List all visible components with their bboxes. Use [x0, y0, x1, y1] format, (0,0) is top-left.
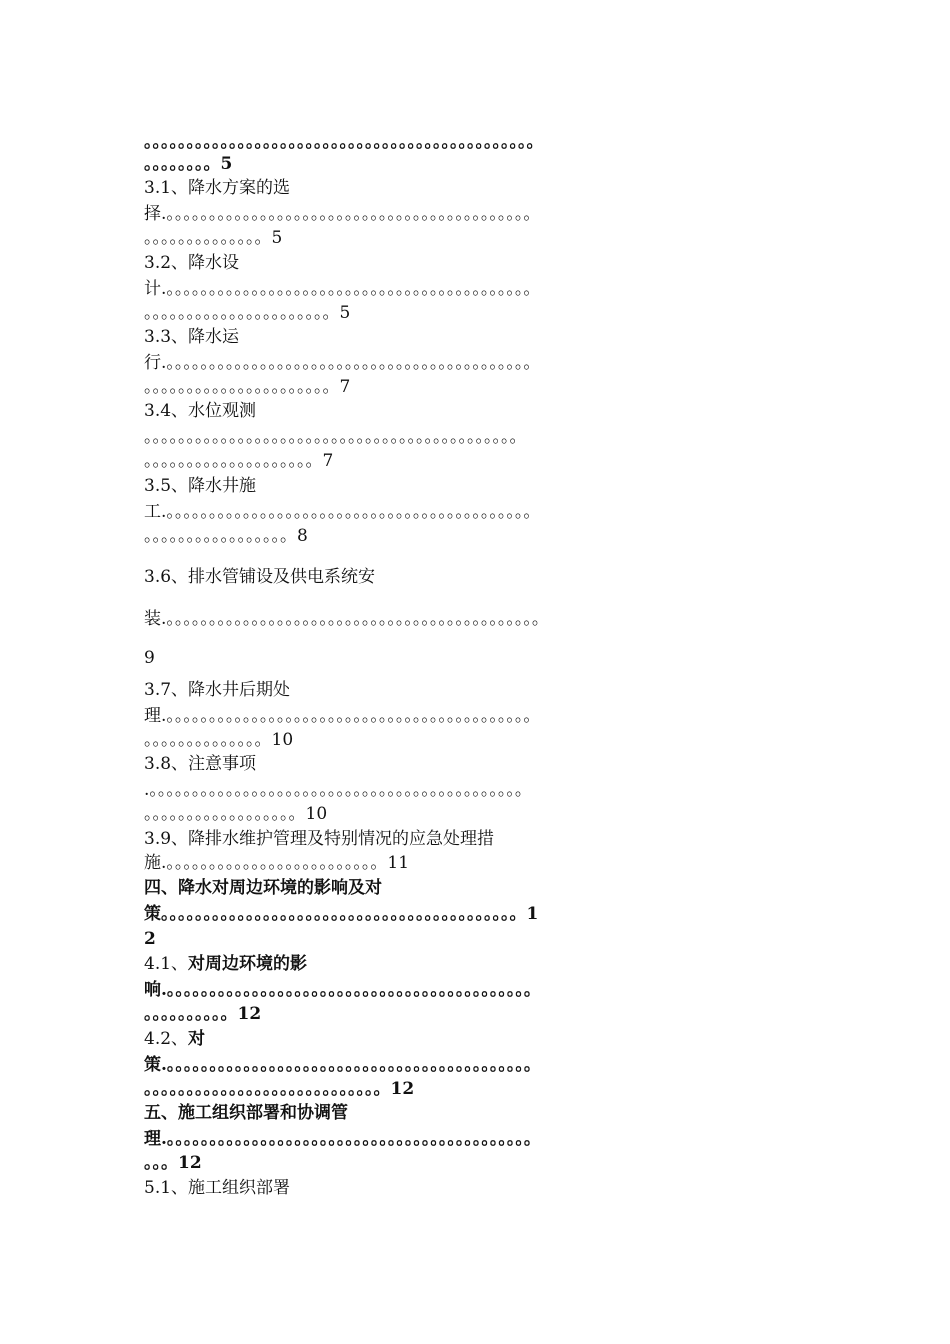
- toc-entry-title[interactable]: 3.9、降排水维护管理及特别情况的应急处理措: [144, 829, 495, 849]
- toc-leader: 计.。。。。。。。。。。。。。。。。。。。。。。。。。。。。。。。。。。。。。。。。。。。: [144, 279, 541, 299]
- toc-leader: 策.。。。。。。。。。。。。。。。。。。。。。。。。。。。。。。。。。。。。。。。。。。。: [144, 1055, 541, 1075]
- toc-leader: 。。。。。。。。。。。。。。。。。。。。。。。。。。。。。。。。。。。。。。。。。。。。: [144, 427, 527, 447]
- toc-entry-title[interactable]: 4.1、对周边环境的影: [144, 954, 308, 974]
- toc-entry-title[interactable]: 3.7、降水井后期处: [144, 680, 291, 700]
- toc-page-number: 。。。。。。。。。。。。。。。。。。。。7: [144, 451, 334, 471]
- toc-page-number: 。。。。。。。。。。。。。。。。。。。。。。7: [144, 377, 351, 397]
- toc-entry-title[interactable]: 四、降水对周边环境的影响及对: [144, 878, 382, 898]
- toc-entry-title[interactable]: 五、施工组织部署和协调管: [144, 1103, 348, 1123]
- toc-page-number: 。。。。。。。。。。12: [144, 1004, 262, 1024]
- toc-page-number: 。。。。。。。。。。。。。。10: [144, 730, 294, 750]
- toc-entry-title[interactable]: 3.4、水位观测: [144, 401, 257, 421]
- toc-entry-title[interactable]: 3.2、降水设: [144, 253, 240, 273]
- toc-page-number: 。。。12: [144, 1153, 202, 1173]
- toc-leader: 装.。。。。。。。。。。。。。。。。。。。。。。。。。。。。。。。。。。。。。。。。。。。。: [144, 609, 549, 629]
- toc-entry-title[interactable]: 4.2、对: [144, 1029, 206, 1049]
- toc-entry-title[interactable]: 3.5、降水井施: [144, 476, 257, 496]
- toc-leader: 理.。。。。。。。。。。。。。。。。。。。。。。。。。。。。。。。。。。。。。。。。。。。: [144, 1129, 541, 1149]
- toc-entry-title[interactable]: 3.6、排水管铺设及供电系统安: [144, 567, 376, 587]
- toc-page-number: 。。。。。。。。。。。。。。。。。8: [144, 526, 308, 546]
- toc-leader: 施.。。。。。。。。。。。。。。。。。。。。。。。。。11: [144, 853, 410, 873]
- toc-page-number: 。。。。。。。。5: [144, 154, 233, 174]
- toc-leader: 择.。。。。。。。。。。。。。。。。。。。。。。。。。。。。。。。。。。。。。。。。。。。: [144, 204, 541, 224]
- toc-leader: 工.。。。。。。。。。。。。。。。。。。。。。。。。。。。。。。。。。。。。。。。。。。。: [144, 502, 541, 522]
- toc-leader: 响.。。。。。。。。。。。。。。。。。。。。。。。。。。。。。。。。。。。。。。。。。。。: [144, 980, 541, 1000]
- toc-leader: 理.。。。。。。。。。。。。。。。。。。。。。。。。。。。。。。。。。。。。。。。。。。。: [144, 706, 541, 726]
- toc-entry-title[interactable]: 3.8、注意事项: [144, 754, 257, 774]
- toc-page-number: 。。。。。。。。。。。。。。5: [144, 228, 283, 248]
- toc-page-number: 。。。。。。。。。。。。。。。。。。。。。。5: [144, 303, 351, 323]
- toc-page-number: 9: [144, 648, 155, 668]
- toc-page-number: 。。。。。。。。。。。。。。。。。。。。。。。。。。。。12: [144, 1079, 415, 1099]
- toc-leader: 。。。。。。。。。。。。。。。。。。。。。。。。。。。。。。。。。。。。。。。。。。。。。。: [144, 132, 544, 152]
- toc-leader: 策。。。。。。。。。。。。。。。。。。。。。。。。。。。。。。。。。。。。。。。。。。1: [144, 904, 539, 924]
- toc-page-number: 2: [144, 929, 156, 949]
- toc-page-number: 。。。。。。。。。。。。。。。。。。10: [144, 804, 328, 824]
- toc-entry-title[interactable]: 5.1、施工组织部署: [144, 1178, 291, 1198]
- toc-entry-title[interactable]: 3.3、降水运: [144, 327, 240, 347]
- toc-leader: 行.。。。。。。。。。。。。。。。。。。。。。。。。。。。。。。。。。。。。。。。。。。。: [144, 353, 541, 373]
- toc-entry-title[interactable]: 3.1、降水方案的选: [144, 178, 291, 198]
- toc-leader: .。。。。。。。。。。。。。。。。。。。。。。。。。。。。。。。。。。。。。。。。。。。。: [144, 780, 532, 800]
